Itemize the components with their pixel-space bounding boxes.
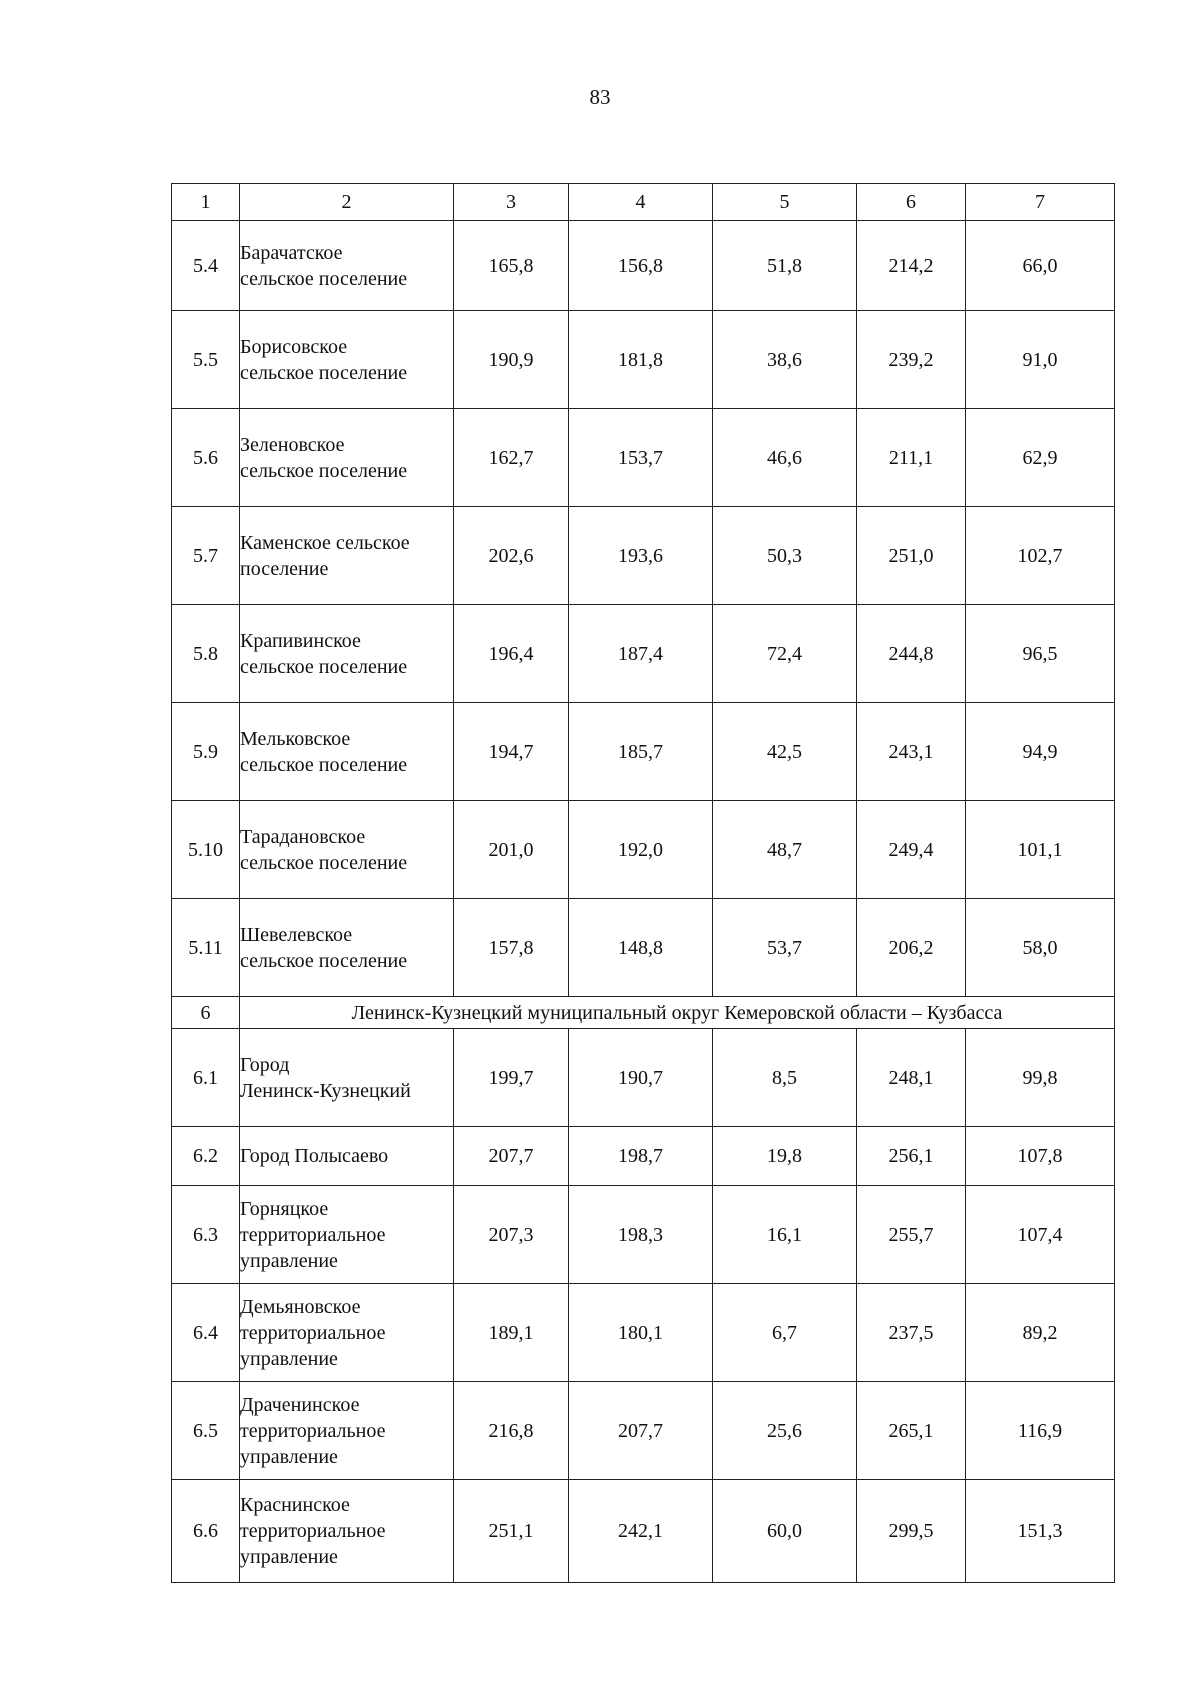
value-cell: 181,8 [569,311,713,409]
settlement-name-line: сельское поселение [240,851,408,874]
settlement-name-line: сельское поселение [240,949,408,972]
value-cell: 42,5 [713,703,857,801]
value-cell: 165,8 [454,221,569,311]
value-cell: 216,8 [454,1382,569,1480]
header-cell: 3 [454,184,569,221]
header-cell: 4 [569,184,713,221]
value-cell: 193,6 [569,507,713,605]
value-cell: 256,1 [857,1127,966,1186]
settlement-name-line: управление [240,1249,338,1272]
settlement-name-cell [240,1480,454,1583]
row-number-cell: 6.5 [172,1382,240,1480]
value-cell: 6,7 [713,1284,857,1382]
row-number-cell: 5.11 [172,899,240,997]
settlement-name-cell [240,1127,454,1186]
value-cell: 8,5 [713,1029,857,1127]
settlement-name-cell [240,409,454,507]
value-cell: 242,1 [569,1480,713,1583]
value-cell: 157,8 [454,899,569,997]
table-row [172,605,1115,703]
table-row [172,409,1115,507]
settlement-name-cell [240,1186,454,1284]
settlement-name-line: сельское поселение [240,361,408,384]
value-cell: 207,7 [454,1127,569,1186]
settlement-name-cell [240,703,454,801]
settlement-name-line: Шевелевское [240,923,353,946]
settlement-name-cell [240,507,454,605]
row-number-cell: 6.3 [172,1186,240,1284]
settlement-name-line: сельское поселение [240,459,408,482]
settlement-name-line: Город [240,1053,290,1076]
settlement-name-line: управление [240,1445,338,1468]
settlement-name-line: территориальное [240,1419,386,1442]
settlement-name-line: Крапивинское [240,629,361,652]
value-cell: 96,5 [966,605,1115,703]
table-row [172,1029,1115,1127]
settlement-name-cell [240,1382,454,1480]
settlement-name-line: Мельковское [240,727,351,750]
value-cell: 201,0 [454,801,569,899]
value-cell: 299,5 [857,1480,966,1583]
value-cell: 107,8 [966,1127,1115,1186]
value-cell: 101,1 [966,801,1115,899]
value-cell: 244,8 [857,605,966,703]
value-cell: 211,1 [857,409,966,507]
value-cell: 194,7 [454,703,569,801]
value-cell: 151,3 [966,1480,1115,1583]
value-cell: 38,6 [713,311,857,409]
table-row [172,1480,1115,1583]
settlement-name-cell [240,899,454,997]
value-cell: 102,7 [966,507,1115,605]
section-row [172,997,1115,1029]
settlement-name-cell [240,221,454,311]
row-number-cell: 6 [172,997,240,1029]
settlement-name-line: управление [240,1546,338,1568]
value-cell: 58,0 [966,899,1115,997]
settlement-name-line: сельское поселение [240,267,408,290]
row-number-cell: 6.4 [172,1284,240,1382]
table-row [172,1186,1115,1284]
value-cell: 50,3 [713,507,857,605]
value-cell: 180,1 [569,1284,713,1382]
value-cell: 107,4 [966,1186,1115,1284]
row-number-cell: 6.2 [172,1127,240,1186]
settlement-name-line: управление [240,1347,338,1370]
table-row [172,801,1115,899]
data-table [171,183,1115,1583]
value-cell: 255,7 [857,1186,966,1284]
value-cell: 46,6 [713,409,857,507]
value-cell: 66,0 [966,221,1115,311]
value-cell: 189,1 [454,1284,569,1382]
value-cell: 249,4 [857,801,966,899]
table-row [172,1127,1115,1186]
row-number-cell: 5.6 [172,409,240,507]
value-cell: 248,1 [857,1029,966,1127]
table-row [172,899,1115,997]
value-cell: 251,0 [857,507,966,605]
row-number-cell: 5.4 [172,221,240,311]
value-cell: 62,9 [966,409,1115,507]
header-cell: 6 [857,184,966,221]
value-cell: 198,3 [569,1186,713,1284]
value-cell: 214,2 [857,221,966,311]
value-cell: 116,9 [966,1382,1115,1480]
value-cell: 265,1 [857,1382,966,1480]
header-cell: 2 [240,184,454,221]
row-number-cell: 5.10 [172,801,240,899]
table-body [172,184,1115,1583]
settlement-name-line: Город Полысаево [240,1145,389,1167]
settlement-name-line: Краснинское [240,1494,350,1516]
value-cell: 185,7 [569,703,713,801]
settlement-name-line: Ленинск-Кузнецкий [240,1079,411,1102]
value-cell: 148,8 [569,899,713,997]
settlement-name-line: Тарадановское [240,825,366,848]
value-cell: 16,1 [713,1186,857,1284]
settlement-name-cell [240,311,454,409]
row-number-cell: 5.8 [172,605,240,703]
row-number-cell: 6.6 [172,1480,240,1583]
value-cell: 207,7 [569,1382,713,1480]
settlement-name-line: территориальное [240,1321,386,1344]
value-cell: 89,2 [966,1284,1115,1382]
settlement-name-cell [240,605,454,703]
row-number-cell: 5.9 [172,703,240,801]
settlement-name-line: Демьяновское [240,1295,361,1318]
value-cell: 202,6 [454,507,569,605]
table-row [172,1284,1115,1382]
page-number: 83 [589,85,611,109]
value-cell: 94,9 [966,703,1115,801]
value-cell: 162,7 [454,409,569,507]
settlement-name-line: Борисовское [240,335,348,358]
settlement-name-line: территориальное [240,1520,386,1542]
value-cell: 199,7 [454,1029,569,1127]
value-cell: 251,1 [454,1480,569,1583]
value-cell: 190,7 [569,1029,713,1127]
value-cell: 19,8 [713,1127,857,1186]
settlement-name-line: Горняцкое [240,1197,329,1220]
settlement-name-line: поселение [240,557,329,580]
settlement-name-line: Каменское сельское [240,531,410,554]
value-cell: 99,8 [966,1029,1115,1127]
value-cell: 156,8 [569,221,713,311]
table-row [172,311,1115,409]
value-cell: 187,4 [569,605,713,703]
value-cell: 25,6 [713,1382,857,1480]
settlement-name-line: сельское поселение [240,655,408,678]
value-cell: 53,7 [713,899,857,997]
header-cell: 1 [172,184,240,221]
settlement-name-line: Барачатское [240,241,343,264]
settlement-name-line: сельское поселение [240,753,408,776]
value-cell: 239,2 [857,311,966,409]
table-row [172,703,1115,801]
value-cell: 48,7 [713,801,857,899]
value-cell: 207,3 [454,1186,569,1284]
value-cell: 243,1 [857,703,966,801]
value-cell: 206,2 [857,899,966,997]
value-cell: 192,0 [569,801,713,899]
table-header-row [172,184,1115,221]
table-row [172,221,1115,311]
settlement-name-cell [240,1029,454,1127]
table-row [172,507,1115,605]
value-cell: 237,5 [857,1284,966,1382]
settlement-name-line: Зеленовское [240,433,345,456]
value-cell: 91,0 [966,311,1115,409]
row-number-cell: 5.7 [172,507,240,605]
row-number-cell: 6.1 [172,1029,240,1127]
settlement-name-cell [240,801,454,899]
value-cell: 51,8 [713,221,857,311]
row-number-cell: 5.5 [172,311,240,409]
settlement-name-cell [240,1284,454,1382]
settlement-name-line: территориальное [240,1223,386,1246]
section-title: Ленинск-Кузнецкий муниципальный округ Кемеровской области – Кузбасса [240,997,1115,1029]
value-cell: 196,4 [454,605,569,703]
header-cell: 7 [966,184,1115,221]
value-cell: 153,7 [569,409,713,507]
value-cell: 198,7 [569,1127,713,1186]
table-row [172,1382,1115,1480]
value-cell: 72,4 [713,605,857,703]
value-cell: 60,0 [713,1480,857,1583]
value-cell: 190,9 [454,311,569,409]
header-cell: 5 [713,184,857,221]
settlement-name-line: Драченинское [240,1393,360,1416]
